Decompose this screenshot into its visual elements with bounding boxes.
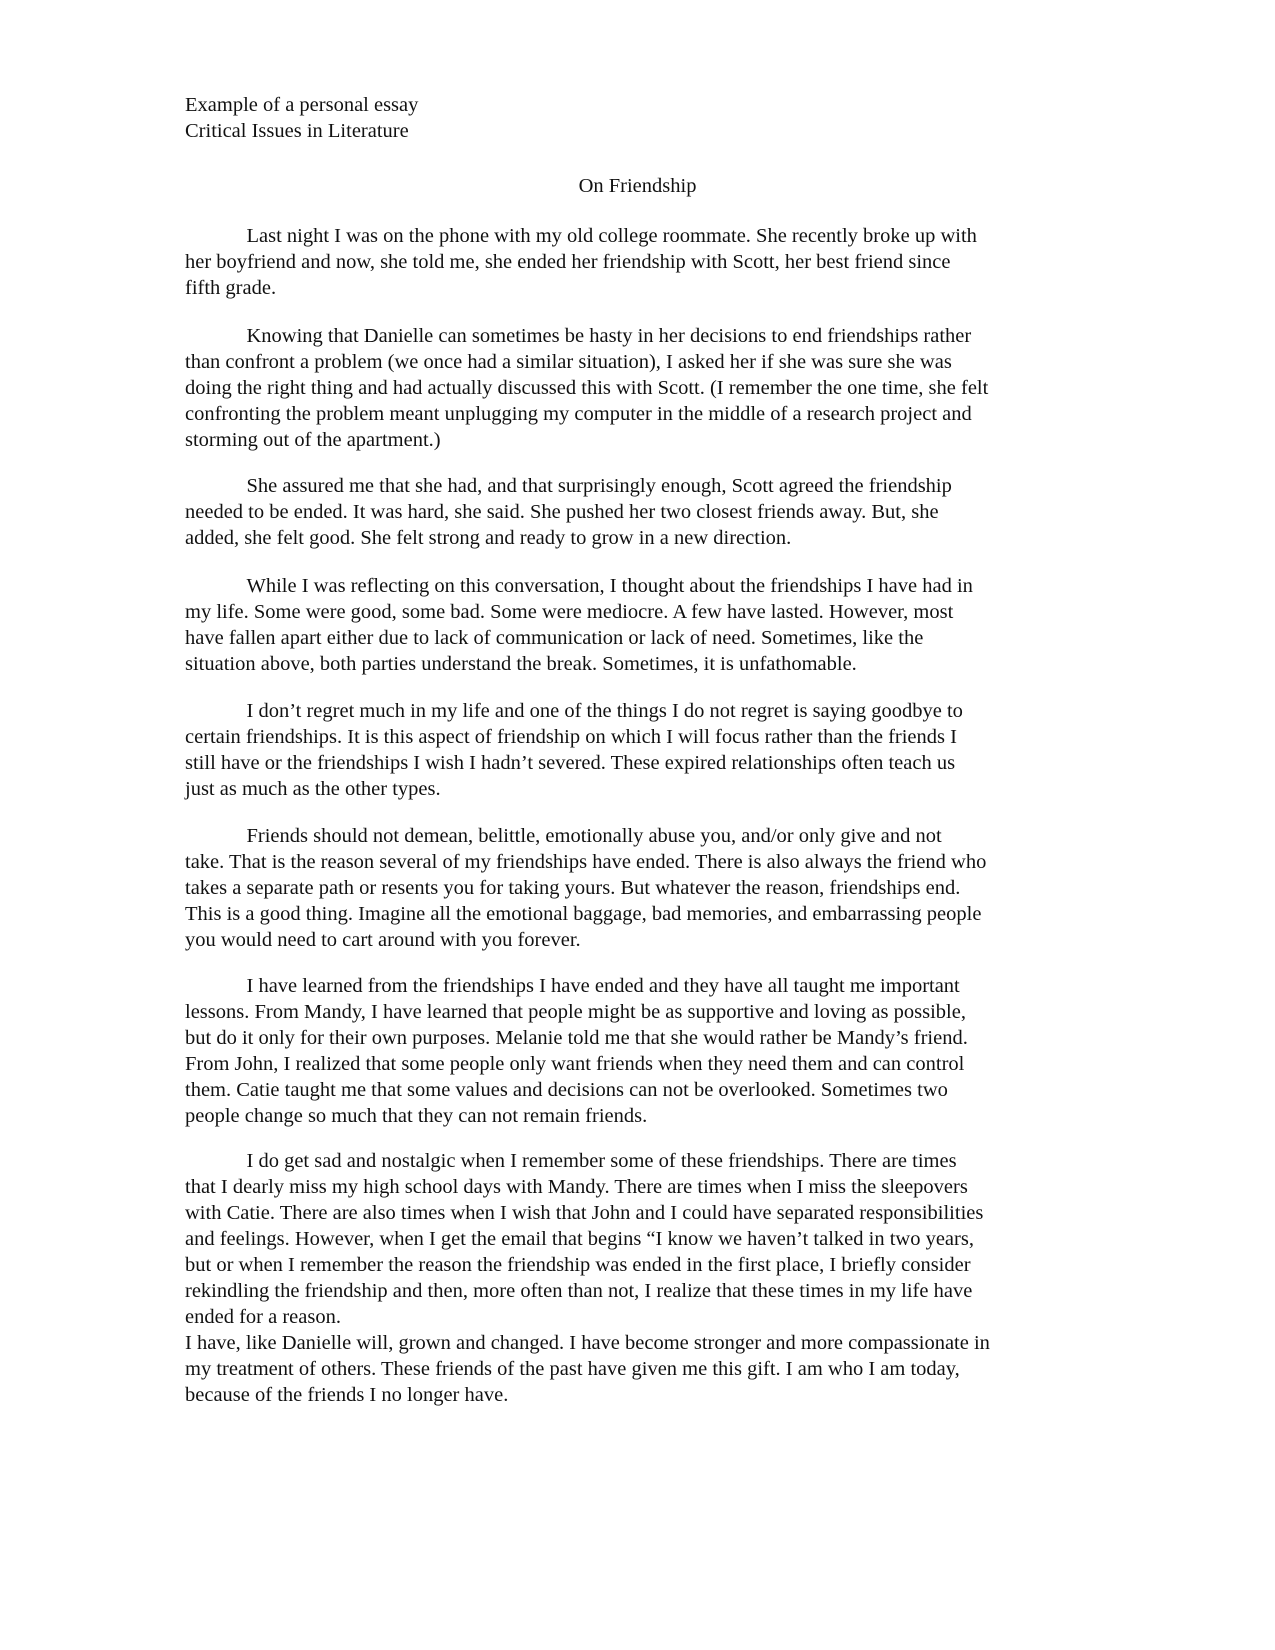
text-line: I don’t regret much in my life and one of the things I do not regret is saying goodbye to (185, 700, 963, 722)
text-line: have fallen apart either due to lack of communication or lack of need. Sometimes, like the (185, 627, 924, 649)
text-line: She assured me that she had, and that surprisingly enough, Scott agreed the friendship (185, 475, 952, 497)
text-line: doing the right thing and had actually discussed this with Scott. (I remember the one time, she felt (185, 377, 989, 399)
text-line: takes a separate path or resents you for taking yours. But whatever the reason, friendships end. (185, 877, 961, 899)
text-line: my life. Some were good, some bad. Some were mediocre. A few have lasted. However, most (185, 601, 954, 623)
text-line: While I was reflecting on this conversation, I thought about the friendships I have had in (185, 575, 973, 597)
text-line: but or when I remember the reason the friendship was ended in the first place, I briefly consider (185, 1254, 971, 1276)
text-line: This is a good thing. Imagine all the emotional baggage, bad memories, and embarrassing people (185, 903, 982, 925)
text-line: her boyfriend and now, she told me, she ended her friendship with Scott, her best friend since (185, 251, 951, 273)
paragraph (185, 973, 1095, 1129)
text-line: with Catie. There are also times when I wish that John and I could have separated responsibilities (185, 1202, 984, 1224)
paragraph (185, 698, 1095, 802)
text-line: lessons. From Mandy, I have learned that people might be as supportive and loving as possible, (185, 1001, 966, 1023)
text-line: because of the friends I no longer have. (185, 1384, 509, 1406)
text-line: fifth grade. (185, 277, 277, 299)
text-line: confronting the problem meant unplugging my computer in the middle of a research project and (185, 403, 972, 425)
text-line: that I dearly miss my high school days with Mandy. There are times when I miss the sleepovers (185, 1176, 968, 1198)
paragraph (185, 823, 1095, 953)
text-line: but do it only for their own purposes. Melanie told me that she would rather be Mandy’s friend. (185, 1027, 968, 1049)
text-line: you would need to cart around with you forever. (185, 929, 581, 951)
text-line: storming out of the apartment.) (185, 429, 441, 451)
text-line: Last night I was on the phone with my old college roommate. She recently broke up with (185, 225, 977, 247)
text-line: them. Catie taught me that some values and decisions can not be overlooked. Sometimes two (185, 1079, 948, 1101)
text-line: Friends should not demean, belittle, emotionally abuse you, and/or only give and not (185, 825, 942, 847)
essay-title: On Friendship (578, 175, 697, 197)
header-line: Example of a personal essay (185, 94, 419, 116)
text-line: rekindling the friendship and then, more often than not, I realize that these times in my life have (185, 1280, 973, 1302)
paragraph (185, 573, 1095, 677)
paragraph (185, 323, 1095, 453)
text-line: added, she felt good. She felt strong and ready to grow in a new direction. (185, 527, 792, 549)
paragraph (185, 473, 1095, 551)
text-line: I do get sad and nostalgic when I remember some of these friendships. There are times (185, 1150, 957, 1172)
paragraph (185, 1148, 1095, 1408)
paragraph (185, 223, 1095, 301)
document-header (185, 92, 418, 144)
text-line: From John, I realized that some people only want friends when they need them and can control (185, 1053, 965, 1075)
text-line: people change so much that they can not remain friends. (185, 1105, 648, 1127)
text-line: take. That is the reason several of my friendships have ended. There is also always the friend who (185, 851, 987, 873)
text-line: still have or the friendships I wish I hadn’t severed. These expired relationships often teach us (185, 752, 956, 774)
text-line: just as much as the other types. (185, 778, 441, 800)
text-line: certain friendships. It is this aspect of friendship on which I will focus rather than the friends I (185, 726, 957, 748)
text-line: my treatment of others. These friends of the past have given me this gift. I am who I am today, (185, 1358, 960, 1380)
text-line: than confront a problem (we once had a similar situation), I asked her if she was sure she was (185, 351, 952, 373)
text-line: I have learned from the friendships I have ended and they have all taught me important (185, 975, 960, 997)
text-line: I have, like Danielle will, grown and changed. I have become stronger and more compassionate in (185, 1332, 990, 1354)
header-line: Critical Issues in Literature (185, 120, 409, 142)
text-line: ended for a reason. (185, 1306, 341, 1328)
text-line: needed to be ended. It was hard, she said. She pushed her two closest friends away. But, she (185, 501, 939, 523)
text-line: and feelings. However, when I get the email that begins “I know we haven’t talked in two years, (185, 1228, 974, 1250)
text-line: Knowing that Danielle can sometimes be hasty in her decisions to end friendships rather (185, 325, 972, 347)
text-line: situation above, both parties understand the break. Sometimes, it is unfathomable. (185, 653, 857, 675)
